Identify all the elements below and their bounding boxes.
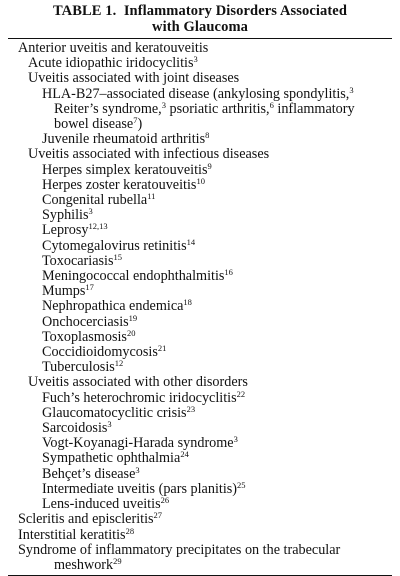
- table-row: [8, 512, 392, 527]
- reference-superscript: 3: [161, 99, 166, 110]
- row-text: Syndrome of inflammatory precipitates on the trabecular: [18, 541, 341, 558]
- row-text: Acute idiopathic iridocyclitis: [28, 55, 194, 72]
- reference-superscript: 23: [186, 403, 196, 414]
- reference-superscript: 8: [205, 130, 210, 141]
- table-row: [8, 117, 392, 132]
- reference-superscript: 11: [147, 191, 156, 202]
- table-row: [8, 99, 392, 117]
- row-text: Onchocerciasis: [42, 313, 129, 330]
- table-row: [8, 41, 392, 56]
- table-row: [8, 327, 392, 345]
- table-caption: [0, 0, 400, 35]
- reference-superscript: 12,13: [88, 221, 108, 232]
- table-row: [8, 251, 392, 269]
- row-text: ): [137, 116, 143, 133]
- reference-superscript: 10: [196, 175, 205, 186]
- table-row: [8, 479, 392, 497]
- caption-title-line-1: Inflammatory Disorders Associated: [123, 3, 348, 19]
- table-row: [8, 451, 392, 466]
- reference-superscript: 9: [207, 160, 212, 171]
- table-row: [8, 555, 392, 573]
- reference-superscript: 3: [88, 206, 93, 217]
- reference-superscript: 27: [153, 510, 163, 521]
- table-row: [8, 388, 392, 406]
- row-text: Uveitis associated with other disorders: [28, 374, 248, 391]
- table-row: [8, 299, 392, 314]
- row-text: Coccidioidomycosis: [42, 344, 158, 361]
- row-text: Tuberculosis: [42, 359, 115, 376]
- row-text: Juvenile rheumatoid arthritis: [42, 131, 206, 148]
- reference-superscript: 24: [180, 449, 189, 460]
- reference-superscript: 12: [114, 358, 124, 369]
- row-text: Glaucomatocyclitic crisis: [42, 404, 187, 421]
- row-text: Nephropathica endemica: [42, 298, 184, 315]
- row-text: Herpes simplex keratouveitis: [42, 161, 208, 178]
- reference-superscript: 3: [107, 419, 112, 430]
- reference-superscript: 16: [224, 267, 233, 278]
- row-text: Toxocariasis: [42, 252, 114, 269]
- reference-superscript: 3: [135, 464, 140, 475]
- row-text: Uveitis associated with joint diseases: [28, 70, 240, 87]
- table-entries: [0, 39, 400, 573]
- table-row: [8, 236, 392, 254]
- row-text: Meningococcal endophthalmitis: [42, 268, 225, 285]
- row-text: Interstitial keratitis: [18, 526, 126, 543]
- row-text: Herpes zoster keratouveitis: [42, 176, 197, 193]
- reference-superscript: 26: [160, 495, 170, 506]
- table-row: [8, 312, 392, 330]
- reference-superscript: 7: [133, 115, 138, 126]
- row-text: Anterior uveitis and keratouveitis: [18, 40, 209, 56]
- row-text: Vogt-Koyanagi-Harada syndrome: [42, 435, 234, 452]
- row-text: Intermediate uveitis (pars planitis): [42, 480, 238, 497]
- reference-superscript: 3: [349, 84, 354, 95]
- reference-superscript: 14: [186, 236, 196, 247]
- reference-superscript: 17: [85, 282, 94, 293]
- reference-superscript: 22: [236, 388, 246, 399]
- row-text: Congenital rubella: [42, 192, 148, 209]
- reference-superscript: 18: [183, 297, 192, 308]
- table-row: [8, 403, 392, 421]
- row-text: Lens-induced uveitis: [42, 496, 161, 513]
- reference-superscript: 15: [113, 251, 122, 262]
- row-text: Mumps: [42, 283, 86, 300]
- row-text: Sarcoidosis: [42, 420, 108, 437]
- caption-title-line-2: with Glaucoma: [152, 19, 248, 35]
- reference-superscript: 19: [128, 312, 138, 323]
- row-text: Reiter’s syndrome,: [54, 100, 162, 117]
- reference-superscript: 6: [269, 99, 274, 110]
- table-row: [8, 360, 392, 375]
- row-text: Uveitis associated with infectious diseases: [28, 146, 270, 163]
- row-text: psoriatic arthritis,: [165, 100, 270, 117]
- table-row: [8, 421, 392, 436]
- table-row: [8, 464, 392, 482]
- caption-line-1: [0, 3, 400, 19]
- row-text: bowel disease: [54, 116, 134, 133]
- table-row: [8, 71, 392, 86]
- row-text: Leprosy: [42, 222, 89, 239]
- reference-superscript: 28: [125, 525, 135, 536]
- row-text: Syphilis: [42, 207, 89, 224]
- row-text: Sympathetic ophthalmia: [42, 450, 181, 467]
- table-row: [8, 132, 392, 147]
- reference-superscript: 25: [237, 479, 246, 490]
- table-row: [8, 147, 392, 162]
- row-text: meshwork: [54, 556, 114, 573]
- table-row: [8, 525, 392, 543]
- table-row: [8, 193, 392, 208]
- table-row: [8, 56, 392, 71]
- row-text: Toxoplasmosis: [42, 328, 127, 345]
- row-text: inflammatory: [273, 100, 355, 117]
- reference-superscript: 29: [113, 555, 122, 566]
- caption-label: TABLE 1.: [52, 3, 117, 19]
- table-row: [8, 269, 392, 284]
- table-row: [8, 84, 392, 102]
- reference-superscript: 3: [193, 54, 198, 65]
- table-row: [8, 543, 392, 558]
- row-text: Fuch’s heterochromic iridocyclitis: [42, 389, 237, 406]
- table-row: [8, 375, 392, 390]
- row-text: Behçet’s disease: [42, 465, 136, 482]
- table-row: [8, 345, 392, 360]
- table-row: [8, 223, 392, 238]
- row-text: Scleritis and episcleritis: [18, 511, 154, 528]
- table-row: [8, 175, 392, 193]
- reference-superscript: 20: [126, 327, 136, 338]
- reference-superscript: 21: [157, 343, 167, 354]
- row-text: Cytomegalovirus retinitis: [42, 237, 187, 254]
- row-text: HLA-B27–associated disease (ankylosing spondylitis,: [42, 85, 350, 102]
- reference-superscript: 3: [233, 434, 238, 445]
